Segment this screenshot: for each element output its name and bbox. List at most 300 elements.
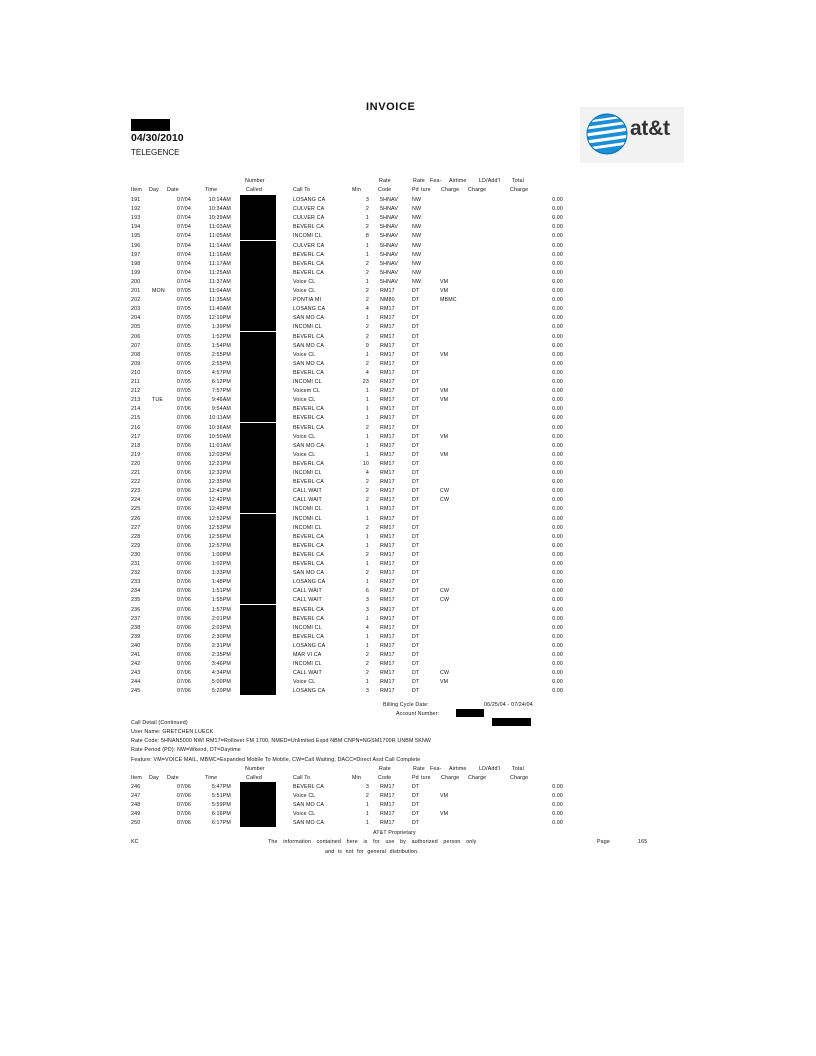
cell-call-to: BEVERL CA [293,615,324,622]
cell-charge: 0.00 [552,451,563,458]
cell-call-to: SAN MO CA [293,315,325,322]
cell-charge: 0.00 [552,615,563,622]
cell-min: 1 [365,642,369,649]
cell-time: 2:30PM [211,633,231,640]
cell-period: DT [412,506,420,513]
redacted-number [240,818,276,827]
cell-call-to: CALL WAIT [293,670,322,677]
cell-time: 6:16PM [211,811,231,818]
cell-charge: 0.00 [552,324,563,331]
cell-item: 235 [131,597,141,604]
cell-charge: 0.00 [552,306,563,313]
cell-period: DT [412,442,420,449]
cell-period: DT [412,306,420,313]
cell-call-to: BEVERL CA [293,251,324,258]
att-logo [580,107,684,163]
col-min: Min [352,187,361,193]
cell-item: 212 [131,388,141,395]
cell-item: 196 [131,242,141,249]
redacted-number [240,568,276,577]
cell-item: 201 [131,288,141,294]
cell-code: 5HNAV [380,260,399,267]
cell-charge: 0.00 [552,497,563,504]
cell-feature: VM [440,288,449,294]
cell-charge: 0.00 [552,515,563,522]
cell-item: 242 [131,661,141,668]
cell-code: RM17 [380,615,395,622]
cell-period: DT [412,579,420,586]
cell-time: 10:50AM [208,433,231,440]
cell-item: 197 [131,251,141,258]
cell-date: 07/06 [176,561,191,567]
col-day: Day [149,187,159,193]
col-rate: Rate [379,766,391,772]
cell-min: 1 [365,215,369,222]
redacted-number [240,204,276,213]
cell-date: 07/06 [176,588,191,595]
cell-period: DT [412,342,420,349]
invoice-title: INVOICE [366,101,416,113]
col-min: Min [352,775,361,781]
cell-item: 229 [131,542,141,549]
cell-call-to: CALL WAIT [293,597,322,604]
cell-charge: 0.00 [552,542,563,549]
col-charge2: Charge [468,775,487,781]
cell-date: 07/04 [176,206,191,213]
cell-call-to: INCOMI CL [293,233,322,240]
cell-min: 3 [365,688,369,695]
cell-date: 07/06 [176,460,191,467]
cell-item: 215 [131,415,141,422]
cell-charge: 0.00 [552,206,563,213]
proprietary-label: AT&T Proprietary [373,830,416,836]
col-date: Date [167,187,179,193]
cell-period: NW [412,197,422,203]
cell-call-to: BEVERL CA [293,269,324,276]
cell-charge: 0.00 [552,670,563,677]
col-called: Called [246,775,262,781]
cell-time: 9:54AM [211,406,231,413]
cell-feature: CW [440,597,450,604]
redacted-number [240,668,276,677]
cell-min: 4 [365,624,369,631]
cell-charge: 0.00 [552,415,563,422]
cell-min: 2 [365,793,369,800]
cell-item: 204 [131,315,141,322]
cell-time: 5:00PM [211,679,231,686]
col-number: Number [245,178,265,184]
cell-code: 5HNAV [380,233,399,240]
cell-charge: 0.00 [552,197,563,203]
col-charge3: Charge [510,775,529,781]
cell-call-to: INCOMI CL [293,470,322,476]
col-ture: ture [421,187,431,193]
cell-charge: 0.00 [552,820,563,827]
cell-item: 214 [131,406,141,413]
cell-call-to: SAN MO CA [293,342,325,349]
cell-call-to: Voice CL [293,278,316,285]
cell-min: 4 [365,306,369,313]
cell-charge: 0.00 [552,579,563,586]
redacted-number [240,313,276,322]
redacted-number [240,532,276,541]
invoice-date: 04/30/2010 [131,132,184,144]
cell-time: 11:03AM [209,224,231,231]
cell-period: DT [412,652,420,658]
redacted-number [240,423,276,432]
cell-time: 7:57PM [211,388,231,395]
col-charge3: Charge [510,187,529,193]
cell-date: 07/05 [176,369,191,376]
cell-code: RM17 [380,506,395,513]
cell-call-to: BEVERL CA [293,369,324,376]
cell-min: 1 [365,515,369,522]
cell-date: 07/06 [176,542,191,549]
cell-charge: 0.00 [552,606,563,613]
cell-date: 07/06 [176,688,191,695]
cell-period: DT [412,679,420,686]
cell-time: 12:03PM [208,451,231,458]
cell-date: 07/04 [176,233,191,240]
cell-charge: 0.00 [552,488,563,495]
cell-feature: CW [440,588,450,595]
cell-date: 07/06 [176,802,191,809]
cell-time: 12:42PM [208,497,231,504]
cell-min: 2 [365,333,369,340]
cell-period: DT [412,379,420,385]
cell-charge: 0.00 [552,269,563,276]
cell-time: 11:04AM [209,288,231,294]
redacted-number [240,286,276,295]
cell-period: DT [412,515,420,522]
cell-call-to: SAN MO CA [293,442,325,449]
col-rate2: Rate [413,766,425,772]
cell-time: 12:32PM [208,470,231,476]
redacted-number [240,800,276,809]
redacted-number [240,295,276,304]
cell-time: 10:34AM [208,206,231,213]
redacted-number [240,586,276,595]
redacted-number [240,514,276,523]
cell-date: 07/05 [176,360,191,367]
col-ture: ture [421,775,431,781]
cell-time: 12:53PM [208,524,231,531]
col-code: Code [378,775,392,781]
cell-time: 11:01AM [209,442,231,449]
cell-call-to: BEVERL CA [293,415,324,422]
redacted-number [240,809,276,818]
redacted-number [240,659,276,668]
cell-time: 1:48PM [211,579,231,586]
cell-feature: VM [440,278,449,285]
redacted-number [240,550,276,559]
cell-date: 07/06 [176,406,191,413]
cell-charge: 0.00 [552,333,563,340]
cell-min: 1 [365,415,369,422]
cell-code: 5HNAV [380,224,399,231]
cell-time: 12:41PM [208,488,231,495]
cell-call-to: BEVERL CA [293,542,324,549]
col-day: Day [149,775,159,781]
redacted-number [240,304,276,313]
cell-period: DT [412,642,420,649]
cell-item: 194 [131,224,141,231]
cell-period: DT [412,470,420,476]
cell-code: RM17 [380,820,395,827]
cell-time: 1:57PM [211,606,231,613]
cell-item: 227 [131,524,141,531]
cell-period: DT [412,406,420,413]
col-item: Item [131,775,142,781]
cell-code: RM17 [380,324,395,331]
cell-item: 192 [131,206,141,213]
redacted-number [240,395,276,404]
cell-feature: VM [440,793,449,800]
cell-date: 07/06 [176,793,191,800]
cell-code: RM17 [380,442,395,449]
cell-time: 4:34PM [211,670,231,677]
cell-item: 193 [131,215,141,222]
cell-date: 07/05 [176,315,191,322]
cell-period: DT [412,811,420,818]
cell-charge: 0.00 [552,811,563,818]
cell-code: NM80 [380,297,395,304]
cell-time: 10:14AM [208,197,231,203]
cell-time: 2:31PM [211,642,231,649]
cell-code: RM17 [380,360,395,367]
cell-period: DT [412,551,420,558]
cell-call-to: PONTIA MI [293,297,322,304]
cell-item: 213 [131,397,141,404]
cell-date: 07/06 [176,479,191,486]
cell-date: 07/06 [176,570,191,577]
cell-period: DT [412,388,420,395]
cell-call-to: LOSANG CA [293,579,326,586]
cell-code: RM17 [380,415,395,422]
cell-date: 07/04 [176,269,191,276]
cell-period: DT [412,533,420,540]
redacted-number [240,322,276,331]
cell-code: RM17 [380,315,395,322]
cell-call-to: INCOMI CL [293,324,322,331]
cell-time: 1:33PM [211,570,231,577]
cell-min: 1 [365,278,369,285]
cell-item: 202 [131,297,141,304]
cell-code: RM17 [380,579,395,586]
cell-call-to: CALL WAIT [293,497,322,504]
cell-date: 07/04 [176,215,191,222]
cell-charge: 0.00 [552,688,563,695]
account-number-label: Account Number: [396,711,440,717]
redacted-number [240,377,276,386]
cell-charge: 0.00 [552,652,563,658]
cell-item: 210 [131,369,141,376]
cell-min: 3 [365,197,369,203]
cell-min: 2 [365,570,369,577]
cell-time: 11:05AM [209,233,231,240]
cell-period: NW [412,242,422,249]
cell-min: 2 [365,497,369,504]
cell-code: RM17 [380,679,395,686]
cell-min: 1 [365,820,369,827]
col-code: Code [378,187,392,193]
cell-period: DT [412,288,420,294]
cell-date: 07/05 [176,351,191,358]
cell-charge: 0.00 [552,242,563,249]
cell-period: NW [412,251,422,258]
cell-time: 2:55PM [211,360,231,367]
col-total: Total [512,766,524,772]
cell-date: 07/05 [176,388,191,395]
cell-call-to: SAN MO CA [293,360,325,367]
cell-charge: 0.00 [552,793,563,800]
cell-call-to: INCOMI CL [293,524,322,531]
col-pd: Pd [412,775,419,781]
cell-date: 07/06 [176,784,191,790]
col-date: Date [167,775,179,781]
cell-date: 07/06 [176,533,191,540]
cell-date: 07/06 [176,433,191,440]
cell-date: 07/06 [176,424,191,431]
cell-code: RM17 [380,784,395,790]
redacted-number [240,782,276,791]
cell-charge: 0.00 [552,561,563,567]
cell-feature: CW [440,488,450,495]
cell-code: RM17 [380,451,395,458]
cell-call-to: Voice CL [293,451,316,458]
cell-period: DT [412,315,420,322]
cell-code: RM17 [380,588,395,595]
cell-min: 2 [365,269,369,276]
page-label: Page [597,839,610,845]
cell-period: DT [412,688,420,695]
cell-charge: 0.00 [552,570,563,577]
cell-charge: 0.00 [552,551,563,558]
cell-min: 3 [365,606,369,613]
col-time: Time [205,775,218,781]
cell-charge: 0.00 [552,388,563,395]
cell-code: RM17 [380,624,395,631]
cell-code: RM17 [380,306,395,313]
redacted-number [240,459,276,468]
cell-time: 11:40AM [209,306,231,313]
cell-date: 07/05 [176,288,191,294]
cell-code: RM17 [380,433,395,440]
cell-min: 1 [365,542,369,549]
cell-time: 12:52PM [208,515,231,522]
cell-code: RM17 [380,524,395,531]
cell-call-to: Voice CL [293,433,316,440]
cell-min: 2 [365,670,369,677]
cell-call-to: Voice CL [293,679,316,686]
cell-call-to: Voice CL [293,811,316,818]
cell-date: 07/05 [176,379,191,385]
cell-item: 241 [131,652,141,658]
cell-code: RM17 [380,811,395,818]
cell-min: 1 [365,406,369,413]
cell-min: 4 [365,369,369,376]
redacted-number [240,241,276,250]
cell-period: DT [412,451,420,458]
cell-time: 11:16AM [209,251,231,258]
cell-charge: 0.00 [552,802,563,809]
cell-code: RM17 [380,633,395,640]
cell-item: 240 [131,642,141,649]
cell-item: 234 [131,588,141,595]
cell-item: 238 [131,624,141,631]
cell-call-to: BEVERL CA [293,561,324,567]
cell-charge: 0.00 [552,661,563,668]
redacted-number [240,441,276,450]
cell-date: 07/04 [176,251,191,258]
cell-call-to: SAN MO CA [293,820,325,827]
col-airtime: Airtime [449,178,467,184]
redacted-number [240,450,276,459]
cell-call-to: LOSANG CA [293,306,326,313]
cell-item: 248 [131,802,141,809]
cell-item: 249 [131,811,141,818]
cell-time: 10:36AM [208,424,231,431]
cell-call-to: CALL WAIT [293,588,322,595]
cell-date: 07/04 [176,242,191,249]
redacted-number [240,486,276,495]
cell-min: 1 [365,579,369,586]
redacted-number [240,577,276,586]
cell-code: 5HNAV [380,251,399,258]
cell-code: RM17 [380,369,395,376]
cell-time: 5:51PM [211,793,231,800]
cell-time: 2:55PM [211,351,231,358]
cell-feature: VM [440,679,449,686]
cell-item: 244 [131,679,141,686]
cell-min: 1 [365,802,369,809]
redacted-number [240,277,276,286]
cell-code: 5HNAV [380,215,399,222]
cell-period: DT [412,479,420,486]
cell-item: 230 [131,551,141,558]
logo-text: at&t [630,117,670,140]
col-airtime: Airtime [449,766,467,772]
cell-period: DT [412,615,420,622]
cell-min: 2 [365,524,369,531]
cell-code: RM17 [380,479,395,486]
cell-date: 07/06 [176,506,191,513]
cell-feature: VM [440,397,449,404]
cell-min: 1 [365,433,369,440]
cell-feature: VM [440,433,449,440]
cell-item: 224 [131,497,141,504]
cell-day: TUE [152,397,164,404]
cell-item: 239 [131,633,141,640]
cell-time: 2:03PM [211,624,231,631]
cell-charge: 0.00 [552,278,563,285]
cell-charge: 0.00 [552,479,563,486]
cell-charge: 0.00 [552,624,563,631]
cell-item: 237 [131,615,141,622]
cell-time: 2:35PM [211,652,231,658]
cell-call-to: BEVERL CA [293,333,324,340]
cell-date: 07/06 [176,488,191,495]
cell-charge: 0.00 [552,233,563,240]
cell-feature: VM [440,811,449,818]
cell-min: 2 [365,206,369,213]
cell-code: RM17 [380,406,395,413]
cell-date: 07/06 [176,524,191,531]
cell-time: 1:00PM [211,551,231,558]
cell-date: 07/06 [176,624,191,631]
cell-period: DT [412,793,420,800]
cell-feature: VM [440,388,449,395]
